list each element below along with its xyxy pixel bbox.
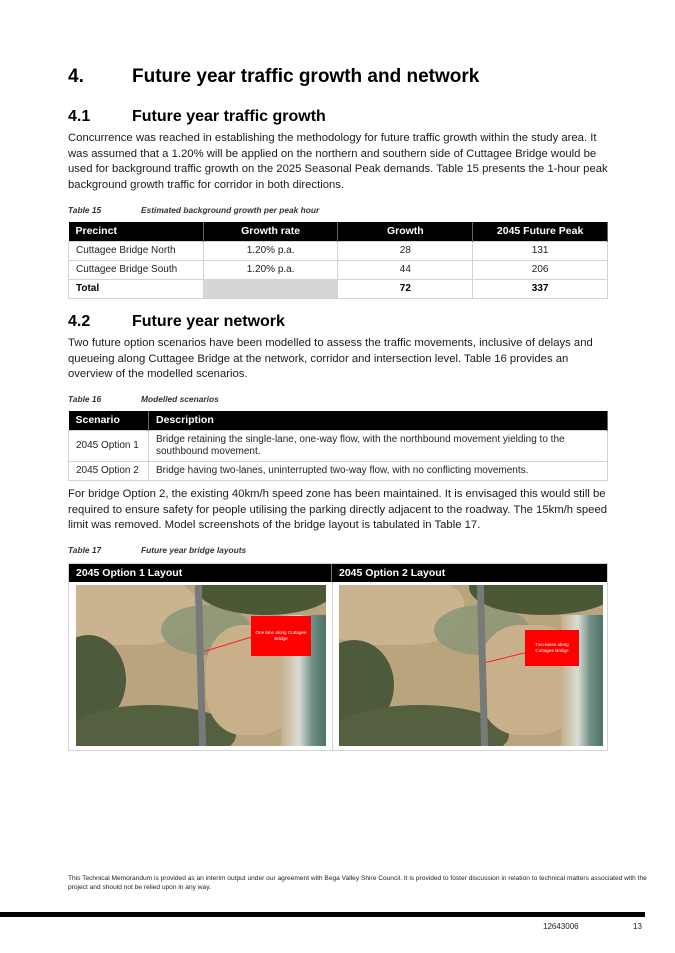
cell-precinct: Cuttagee Bridge North	[69, 241, 204, 260]
subsection-number: 4.2	[68, 313, 91, 330]
cell-description: Bridge having two-lanes, uninterrupted two-way flow, with no conflicting movements.	[149, 461, 608, 480]
option-2-aerial-image	[339, 585, 603, 746]
header-option-1-layout: 2045 Option 1 Layout	[69, 564, 332, 582]
table-header-row	[69, 564, 607, 582]
header-precinct: Precinct	[69, 222, 204, 241]
paragraph-future-network: Two future option scenarios have been modelled to assess the traffic movements, inclusive of delays and queueing along Cuttagee Bridge at the network, corridor and intersection level. Table 16 provides an overview of the modelled scenarios.	[68, 337, 593, 381]
table-label: Table 15	[68, 205, 102, 215]
callout-two-lanes: Two-lanes along Cuttagee Bridge	[525, 630, 579, 666]
table-15-caption	[68, 205, 319, 215]
table-16	[68, 411, 608, 481]
table-row	[69, 260, 608, 279]
cell-future-peak: 206	[473, 260, 608, 279]
table-caption-text: Modelled scenarios	[141, 394, 219, 404]
section-number: 4.	[68, 66, 84, 87]
table-15	[68, 222, 608, 299]
document-number: 12643006	[543, 922, 579, 931]
table-row	[69, 241, 608, 260]
header-description: Description	[149, 411, 608, 430]
subsection-title: Future year network	[132, 313, 285, 330]
table-caption-text: Future year bridge layouts	[141, 545, 247, 555]
table-16-caption	[68, 394, 219, 404]
footer-divider	[0, 912, 645, 917]
table-row	[69, 461, 608, 480]
cell-description: Bridge retaining the single-lane, one-way flow, with the northbound movement yielding to the southbound movement.	[149, 430, 608, 461]
header-scenario: Scenario	[69, 411, 149, 430]
section-title: Future year traffic growth and network	[132, 66, 480, 87]
cell-total-future-peak: 337	[473, 279, 608, 298]
section-heading	[68, 66, 479, 88]
table-17	[68, 563, 608, 751]
header-future-peak: 2045 Future Peak	[473, 222, 608, 241]
subsection-title: Future year traffic growth	[132, 108, 326, 125]
table-header-row	[69, 222, 608, 241]
paragraph-option-2: For bridge Option 2, the existing 40km/h speed zone has been maintained. It is envisaged this would still be required to ensure safety for people utilising the parking directly adjacent to the roadway. The 15km/h speed limit was removed. Model screenshots of the bridge layout is tabulated in Table 17.	[68, 488, 608, 532]
paragraph-traffic-growth: Concurrence was reached in establishing the methodology for future traffic growth within the study area. It was assumed that a 1.20% will be applied on the northern and southern side of Cuttagee Bridge would be used for background traffic growth on the 2025 Seasonal Peak demands. Table 15 presents the 1-hour peak background growth traffic for corridor in both directions.	[68, 132, 608, 191]
disclaimer-text: This Technical Memorandum is provided as an interim output under our agreement with Bega Valley Shire Council. It is provided to foster discussion in relation to technical matters associated with the project and should not be relied upon in any way.	[68, 875, 647, 891]
cell-growth-rate: 1.20% p.a.	[203, 241, 338, 260]
cell-total-growth: 72	[338, 279, 473, 298]
page-number: 13	[633, 922, 642, 931]
cell-precinct: Cuttagee Bridge South	[69, 260, 204, 279]
table-total-row	[69, 279, 608, 298]
column-divider	[332, 582, 333, 750]
table-caption-text: Estimated background growth per peak hour	[141, 205, 320, 215]
option-1-aerial-image	[76, 585, 326, 746]
cell-scenario: 2045 Option 2	[69, 461, 149, 480]
cell-future-peak: 131	[473, 241, 608, 260]
cell-total-label: Total	[69, 279, 204, 298]
subsection-number: 4.1	[68, 108, 91, 125]
table-17-caption	[68, 545, 246, 555]
header-growth: Growth	[338, 222, 473, 241]
table-header-row	[69, 411, 608, 430]
cell-growth: 44	[338, 260, 473, 279]
subsection-heading-4-2	[68, 313, 285, 331]
subsection-heading-4-1	[68, 108, 326, 126]
header-growth-rate: Growth rate	[203, 222, 338, 241]
callout-one-lane: One lane along Cuttagee Bridge	[251, 616, 311, 656]
header-option-2-layout: 2045 Option 2 Layout	[339, 567, 446, 579]
table-row	[69, 430, 608, 461]
cell-growth-rate: 1.20% p.a.	[203, 260, 338, 279]
cell-total-empty	[203, 279, 338, 298]
table-label: Table 17	[68, 545, 102, 555]
cell-scenario: 2045 Option 1	[69, 430, 149, 461]
cell-growth: 28	[338, 241, 473, 260]
table-label: Table 16	[68, 394, 102, 404]
